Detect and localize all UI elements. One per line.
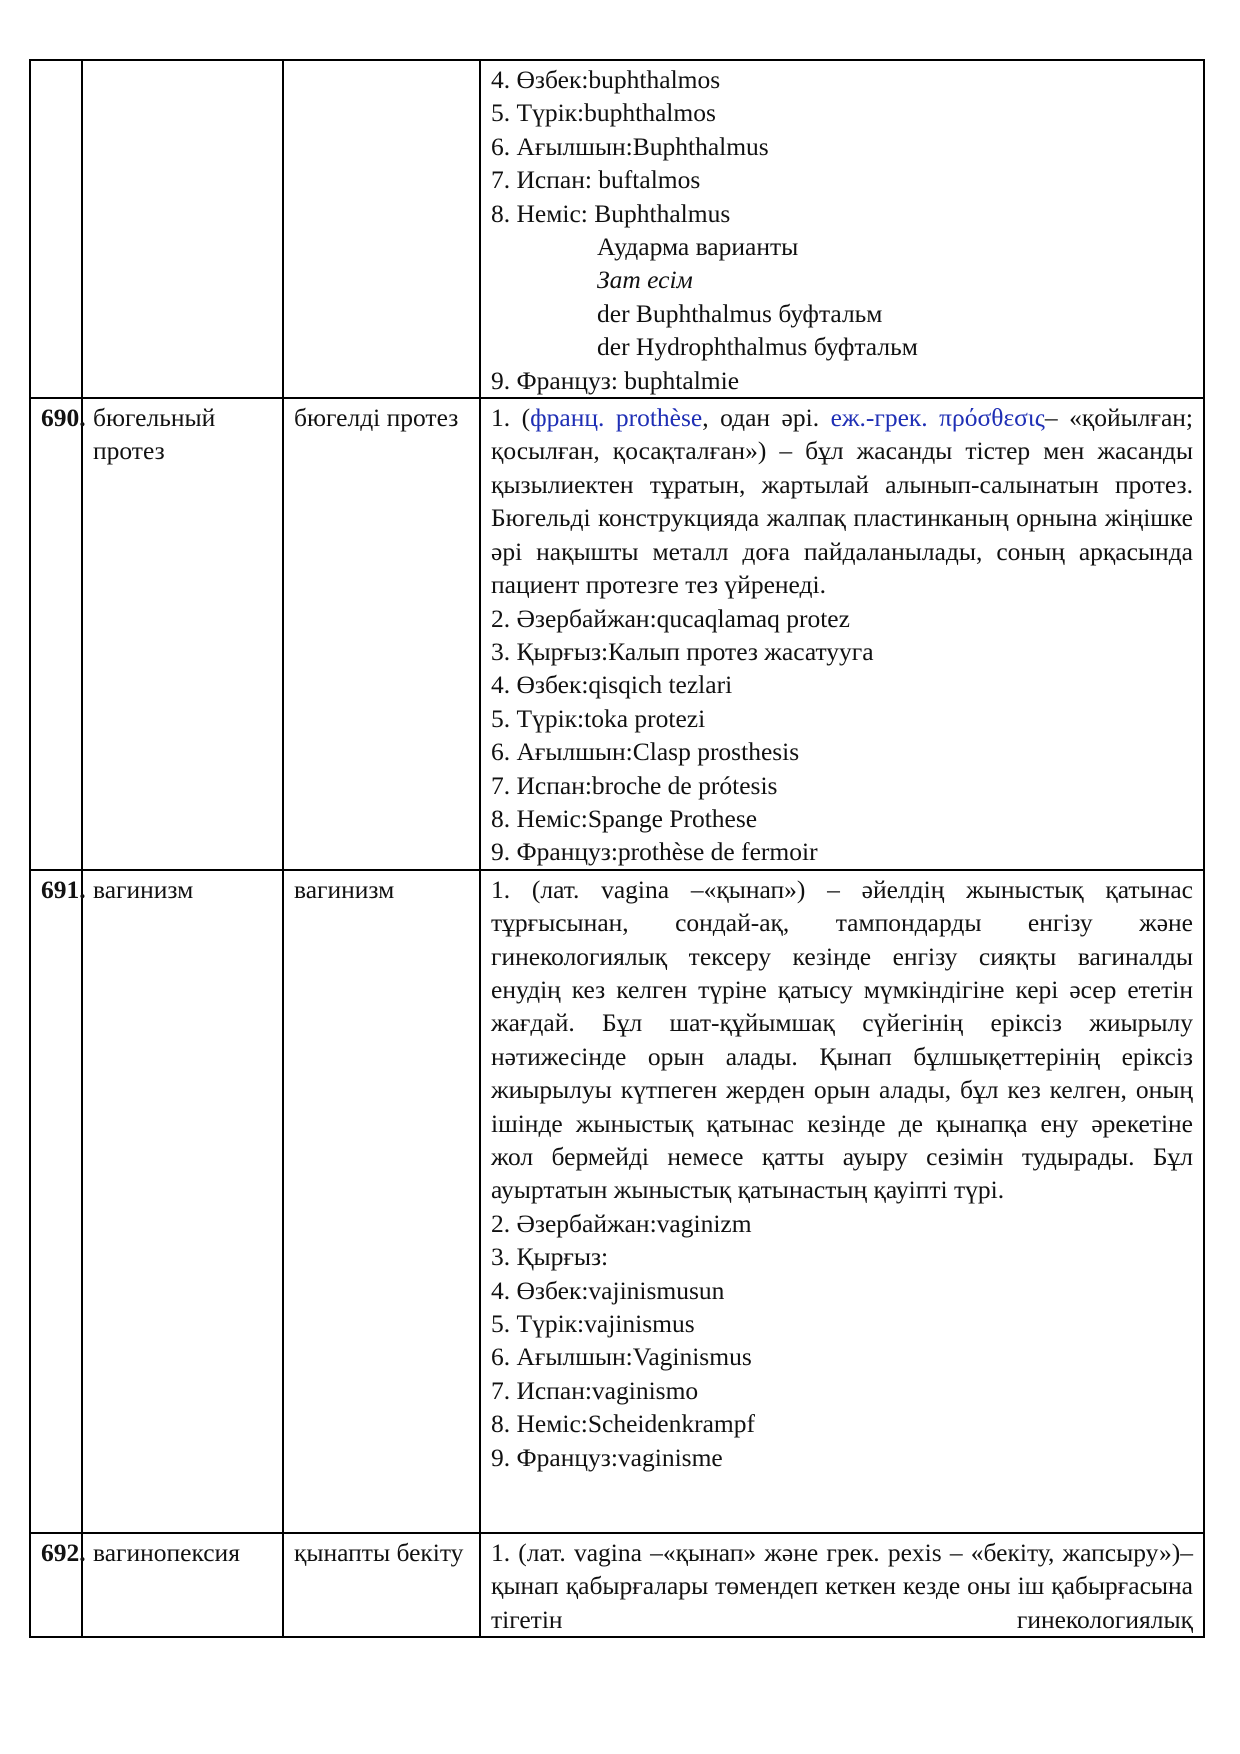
part-of-speech: Зат есім xyxy=(597,265,693,295)
translation-line: 7. Испан:vaginismo xyxy=(491,1375,699,1405)
term-russian: вагинизм xyxy=(82,870,283,1533)
etymology-link[interactable]: франц. prothèse xyxy=(530,403,703,433)
translation-line: 8. Неміс: Buphthalmus xyxy=(491,198,731,228)
translation-line: 3. Қырғыз:Калып протез жасатууга xyxy=(491,636,874,666)
translation-line: 2. Әзербайжан:vaginizm xyxy=(491,1208,752,1238)
term-number: 691. xyxy=(30,870,82,1533)
term-number: 690. xyxy=(30,398,82,870)
term-kazakh: вагинизм xyxy=(283,870,480,1533)
translation-line: 6. Ағылшын:Vaginismus xyxy=(491,1342,752,1372)
term-definition xyxy=(480,60,1204,398)
translation-line: 4. Өзбек:qisqich tezlari xyxy=(491,670,733,700)
variant-line: der Hydrophthalmus буфтальм xyxy=(597,332,918,362)
translation-line: 4. Өзбек:buphthalmos xyxy=(491,65,721,94)
translation-line: 8. Неміс:Scheidenkrampf xyxy=(491,1409,755,1439)
definition-text: 1. (лат. vagina –«қынап» және грек. pexis – «бекіту, жапсыру»)– қынап қабырғалары төмендеп кеткен кезде оны іш қабырғасына тігетін гинекологиялық xyxy=(491,1537,1193,1634)
definition-text: 1. (лат. vagina –«қынап») – әйелдің жыныстық қатынас тұрғысынан, сондай-ақ, тампондарды енгізу және гинекологиялық тексеру кезінде енгізу сияқты вагиналды енудің кез келген түріне қатысу мүмкіндігіне кері әсер ететін жағдай. Бұл шат-құйымшақ сүйегінің еріксіз жиырылу нәтижесінде орын алады. Қынап бұлшықеттерінің еріксіз жиырылуы күтпеген жерден орын алады, бұл кез келген, оның ішінде жыныстық қатынас кезінде де қынапқа ену әрекетіне жол бермейді немесе қатты ауыру сезімін тудырады. Бұл ауыртатын жыныстық қатынастың қауіпті түрі. xyxy=(491,874,1193,1205)
translation-line: 7. Испан: buftalmos xyxy=(491,165,701,195)
translation-line: 6. Ағылшын:Clasp prosthesis xyxy=(491,737,800,767)
definition-mid: , одан әрі. xyxy=(702,403,831,433)
translation-line: 4. Өзбек:vajinismusun xyxy=(491,1275,725,1305)
translation-line: 5. Түрік:buphthalmos xyxy=(491,98,716,128)
etymology-link[interactable]: еж.-грек. πρόσθεσις xyxy=(830,403,1045,433)
definition-prefix: 1. ( xyxy=(491,403,531,433)
term-kazakh: қынапты бекіту xyxy=(283,1533,480,1637)
variant-line: der Buphthalmus буфтальм xyxy=(597,298,883,328)
dictionary-table xyxy=(29,59,1205,1638)
term-number: 692. xyxy=(30,1533,82,1637)
definition-rest: – «қойылған; қосылған, қосақталған») – бұл жасанды тістер мен жасанды қызылиектен тұратын, жартылай алынып-салынатын протез. Бюгельді конструкцияда жалпақ пластинканың орнына жіңішке әрі нақышты металл доға пайдаланылады, соның арқасында пациент протезге тез үйренеді. xyxy=(491,403,1194,600)
table-row xyxy=(30,60,1204,398)
translation-line: 9. Француз: buphtalmie xyxy=(491,365,740,395)
table-row xyxy=(30,1533,1204,1637)
translation-line: 6. Ағылшын:Buphthalmus xyxy=(491,131,769,161)
table-row xyxy=(30,870,1204,1533)
translation-line: 5. Түрік:vajinismus xyxy=(491,1309,695,1339)
term-number xyxy=(30,60,82,398)
term-kazakh xyxy=(283,60,480,398)
term-definition xyxy=(480,1533,1204,1637)
translation-line: 7. Испан:broche de prótesis xyxy=(491,770,778,800)
term-russian xyxy=(82,60,283,398)
term-definition xyxy=(480,398,1204,870)
definition-text xyxy=(491,401,1193,601)
translation-line: 5. Түрік:toka protezi xyxy=(491,703,706,733)
term-kazakh: бюгелді протез xyxy=(283,398,480,870)
translation-line: 9. Француз:prothèse de fermoir xyxy=(491,837,818,867)
term-russian: бюгельный протез xyxy=(82,398,283,870)
term-russian: вагинопексия xyxy=(82,1533,283,1637)
translation-line: 8. Неміс:Spange Prothese xyxy=(491,803,758,833)
translation-line: 2. Әзербайжан:qucaqlamaq protez xyxy=(491,603,850,633)
translation-line: 9. Француз:vaginisme xyxy=(491,1442,723,1472)
table-row xyxy=(30,398,1204,870)
variants-heading: Аударма варианты xyxy=(597,232,799,262)
translation-line: 3. Қырғыз: xyxy=(491,1242,609,1272)
term-definition xyxy=(480,870,1204,1533)
